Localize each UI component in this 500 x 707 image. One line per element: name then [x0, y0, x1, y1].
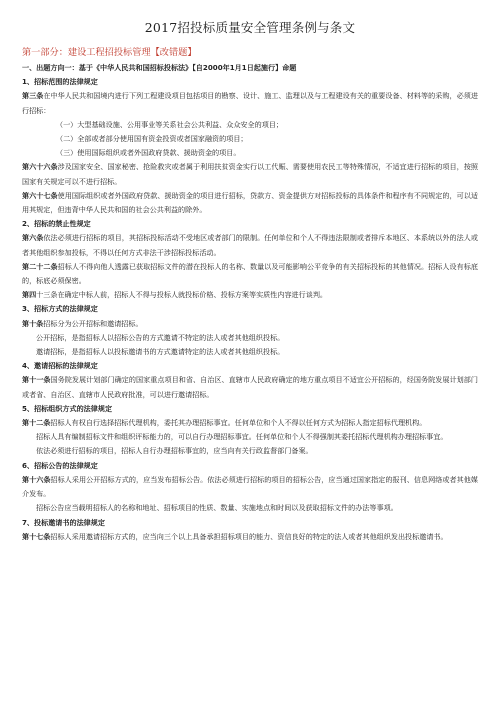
article-text: 国务院发展计划部门确定的国家重点项目和省、自治区、直辖市人民政府确定的地方重点项目不适宜公开招标的，经国务院发展计划部门或者省、自治区、直辖市人民政府批准，可以进行邀请招标。	[22, 375, 479, 399]
article-10	[22, 317, 478, 331]
article-text: 招标人采用邀请招标方式的，应当向三个以上具备承担招标项目的能力、资信良好的特定的法人或者其他组织发出投标邀请书。	[50, 531, 448, 541]
article-3	[22, 89, 478, 117]
article-label: 第六十六条	[22, 162, 58, 172]
document-title: 2017招投标质量安全管理条例与条文	[144, 20, 356, 35]
article-label: 第四	[22, 290, 37, 300]
article-label: 第十一条	[22, 375, 51, 385]
section-heading-5: 5、招标组织方式的法律规定	[22, 403, 113, 413]
question-heading: 一、出题方向一：基于《中华人民共和国招标投标法》【自2000年1月1日起施行】命题	[22, 63, 297, 72]
article-text: 招标人采用公开招标方式的，应当发布招标公告。依法必须进行招标的项目的招标公告，应当通过国家指定的报刊、信息网络或者其他媒介发布。	[22, 474, 479, 499]
article-label: 第十二条	[22, 418, 51, 428]
paragraph: 招标公告应当载明招标人的名称和地址、招标项目的性质、数量、实施地点和时间以及获取招标文件的办法等事项。	[36, 503, 398, 513]
article-label: 第二十二条	[22, 261, 58, 271]
section-heading-3: 3、招标方式的法律规定	[22, 304, 98, 314]
article-label: 第十七条	[22, 531, 51, 541]
article-43	[22, 288, 478, 302]
list-item: （一）大型基础设施、公用事业等关系社会公共利益、众众安全的项目；	[56, 119, 283, 129]
paragraph: 依法必须进行招标的项目，招标人自行办理招标事宜的，应当向有关行政监督部门备案。	[36, 446, 313, 456]
article-text: 招标人有权自行选择招标代理机构，委托其办理招标事宜。任何单位和个人不得以任何方式为招标人指定招标代理机构。	[50, 418, 427, 428]
article-16	[22, 473, 478, 501]
article-11	[22, 373, 478, 401]
paragraph: 邀请招标，是指招标人以投标邀请书的方式邀请特定的法人或者其他组织投标。	[36, 347, 285, 357]
article-67	[22, 189, 478, 217]
section-heading-1: 1、招标范围的法律规定	[22, 77, 98, 87]
article-text: 招标分为公开招标和邀请招标。	[43, 318, 143, 328]
article-6	[22, 231, 478, 259]
part-heading: 第一部分：建设工程招投标管理【改错题】	[22, 47, 197, 58]
list-item: （二）全部或者部分使用国有资金投资或者国家融资的项目；	[56, 134, 248, 144]
article-text: 使用国际组织或者外国政府贷款、援助资金的项目进行招标，贷款方、资金提供方对招标投标的具体条件和程序有不同规定的，可以适用其规定，但违背中华人民共和国的社会公共利益的除外。	[22, 190, 479, 215]
article-66	[22, 160, 478, 188]
article-17	[22, 530, 478, 544]
paragraph: 公开招标，是指招标人以招标公告的方式邀请不特定的法人或者其他组织投标。	[36, 332, 285, 342]
article-label: 第六十七条	[22, 190, 58, 200]
section-heading-7: 7、投标邀请书的法律规定	[22, 517, 105, 527]
article-text: 依法必须进行招标的项目，其招标投标活动不受地区或者部门的限制。任何单位和个人不得违法限制或者排斥本地区、本系统以外的法人或者其他组织参加投标，不得以任何方式非法干涉招标投标活动。	[22, 233, 479, 257]
list-item: （三）使用国际组织或者外国政府贷款、援助资金的项目。	[56, 148, 241, 158]
article-label: 第三条	[22, 91, 44, 101]
article-22	[22, 260, 478, 288]
article-text: 涉及国家安全、国家秘密、抢险救灾或者属于利用扶贫资金实行以工代赈、需要使用农民工等特殊情况，不适宜进行招标的项目，按照国家有关规定可以不进行招标。	[22, 162, 479, 186]
article-text: 十三条在确定中标人前，招标人不得与投标人就投标价格、投标方案等实质性内容进行谈判。	[36, 290, 328, 300]
section-heading-4: 4、邀请招标的法律规定	[22, 361, 98, 371]
paragraph: 招标人具有编制招标文件和组织评标能力的，可以自行办理招标事宜。任何单位和个人不得强制其委托招标代理机构办理招标事宜。	[36, 432, 448, 442]
section-heading-6: 6、招标公告的法律规定	[22, 460, 98, 470]
article-text: 在中华人民共和国境内进行下列工程建设项目包括项目的勘察、设计、施工、监理以及与工程建设有关的重要设备、材料等的采购，必须进行招标：	[22, 91, 479, 115]
article-text: 招标人不得向他人透露已获取招标文件的潜在投标人的名称、数量以及可能影响公平竞争的有关招标投标的其他情况。招标人设有标底的，标底必须保密。	[22, 261, 479, 286]
article-label: 第六条	[22, 233, 44, 243]
article-12	[22, 416, 478, 430]
section-heading-2: 2、招标的禁止性规定	[22, 219, 91, 229]
article-label: 第十条	[22, 318, 44, 328]
article-label: 第十六条	[22, 474, 51, 484]
